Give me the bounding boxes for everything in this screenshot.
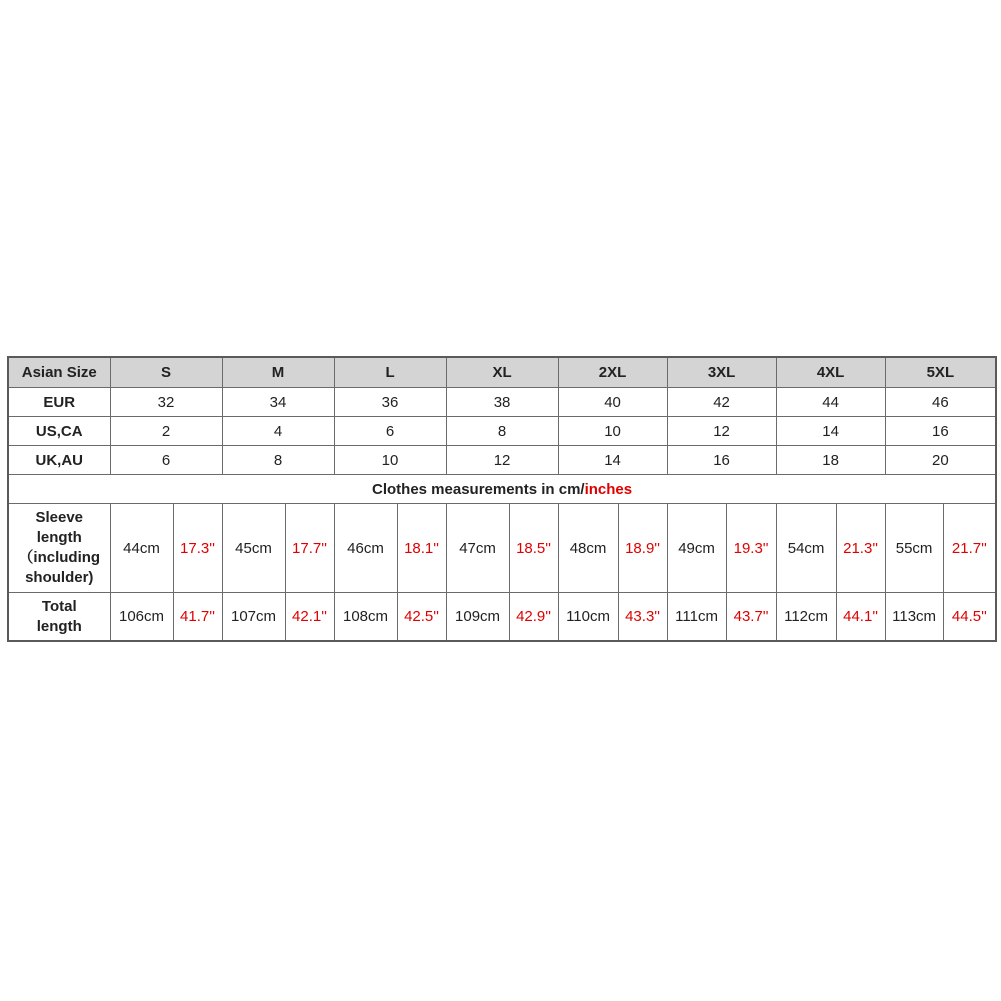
- inch-cell: 17.3'': [173, 504, 222, 593]
- size-header: M: [222, 357, 334, 388]
- inch-cell: 42.9'': [509, 593, 558, 642]
- inch-cell: 18.1'': [397, 504, 446, 593]
- table-cell: 34: [222, 388, 334, 417]
- header-row: [8, 357, 996, 388]
- row-label: UK,AU: [8, 446, 110, 475]
- table-cell: 6: [110, 446, 222, 475]
- table-cell: 10: [334, 446, 446, 475]
- cm-cell: 112cm: [776, 593, 836, 642]
- table-cell: 4: [222, 417, 334, 446]
- label-line: Sleeve: [35, 509, 84, 526]
- inch-cell: 43.3'': [618, 593, 667, 642]
- inch-cell: 21.3'': [836, 504, 885, 593]
- table-cell: 8: [446, 417, 558, 446]
- inch-cell: 43.7'': [726, 593, 776, 642]
- table-cell: 46: [885, 388, 996, 417]
- size-header: 3XL: [667, 357, 776, 388]
- size-header: S: [110, 357, 222, 388]
- table-cell: 32: [110, 388, 222, 417]
- sleeve-length-row: [8, 504, 996, 593]
- label-line: （including: [18, 549, 101, 566]
- inch-cell: 17.7'': [285, 504, 334, 593]
- inch-cell: 42.5'': [397, 593, 446, 642]
- table-cell: 18: [776, 446, 885, 475]
- inch-cell: 44.5'': [943, 593, 996, 642]
- cm-cell: 46cm: [334, 504, 397, 593]
- table-cell: 2: [110, 417, 222, 446]
- table-cell: 6: [334, 417, 446, 446]
- label-line: length: [36, 529, 82, 546]
- label-line: Total: [41, 597, 77, 615]
- cm-cell: 47cm: [446, 504, 509, 593]
- size-header: XL: [446, 357, 558, 388]
- cm-cell: 45cm: [222, 504, 285, 593]
- table-row: [8, 388, 996, 417]
- cm-cell: 111cm: [667, 593, 726, 642]
- inch-cell: 19.3'': [726, 504, 776, 593]
- table-cell: 20: [885, 446, 996, 475]
- table-cell: 36: [334, 388, 446, 417]
- cm-cell: 110cm: [558, 593, 618, 642]
- table-cell: 12: [446, 446, 558, 475]
- note-prefix: Clothes measurements in cm/: [372, 480, 585, 498]
- inch-cell: 21.7'': [943, 504, 996, 593]
- cm-cell: 54cm: [776, 504, 836, 593]
- note-highlight: inches: [584, 480, 633, 498]
- size-header: 4XL: [776, 357, 885, 388]
- cm-cell: 106cm: [110, 593, 173, 642]
- size-header: 5XL: [885, 357, 996, 388]
- table-cell: 16: [667, 446, 776, 475]
- size-header: 2XL: [558, 357, 667, 388]
- label-line: length: [36, 617, 82, 635]
- inch-cell: 41.7'': [173, 593, 222, 642]
- cm-cell: 108cm: [334, 593, 397, 642]
- cm-cell: 48cm: [558, 504, 618, 593]
- row-label: US,CA: [8, 417, 110, 446]
- table-cell: 14: [558, 446, 667, 475]
- row-label: EUR: [8, 388, 110, 417]
- table-cell: 40: [558, 388, 667, 417]
- size-header: L: [334, 357, 446, 388]
- cm-cell: 49cm: [667, 504, 726, 593]
- table-cell: 10: [558, 417, 667, 446]
- header-label: Asian Size: [8, 357, 110, 388]
- table-cell: 38: [446, 388, 558, 417]
- table-cell: 14: [776, 417, 885, 446]
- total-length-label: [8, 593, 110, 642]
- table-cell: 8: [222, 446, 334, 475]
- cm-cell: 113cm: [885, 593, 943, 642]
- cm-cell: 44cm: [110, 504, 173, 593]
- table-cell: 16: [885, 417, 996, 446]
- table-row: [8, 417, 996, 446]
- total-length-row: [8, 593, 996, 642]
- inch-cell: 18.9'': [618, 504, 667, 593]
- sleeve-length-label: [8, 504, 110, 593]
- inch-cell: 44.1'': [836, 593, 885, 642]
- cm-cell: 55cm: [885, 504, 943, 593]
- label-line: shoulder): [25, 569, 94, 586]
- table-cell: 42: [667, 388, 776, 417]
- inch-cell: 42.1'': [285, 593, 334, 642]
- cm-cell: 107cm: [222, 593, 285, 642]
- size-chart-table: [7, 356, 997, 642]
- measurement-note: [8, 475, 996, 504]
- measurement-note-row: [8, 475, 996, 504]
- table-row: [8, 446, 996, 475]
- cm-cell: 109cm: [446, 593, 509, 642]
- inch-cell: 18.5'': [509, 504, 558, 593]
- table-cell: 12: [667, 417, 776, 446]
- table-cell: 44: [776, 388, 885, 417]
